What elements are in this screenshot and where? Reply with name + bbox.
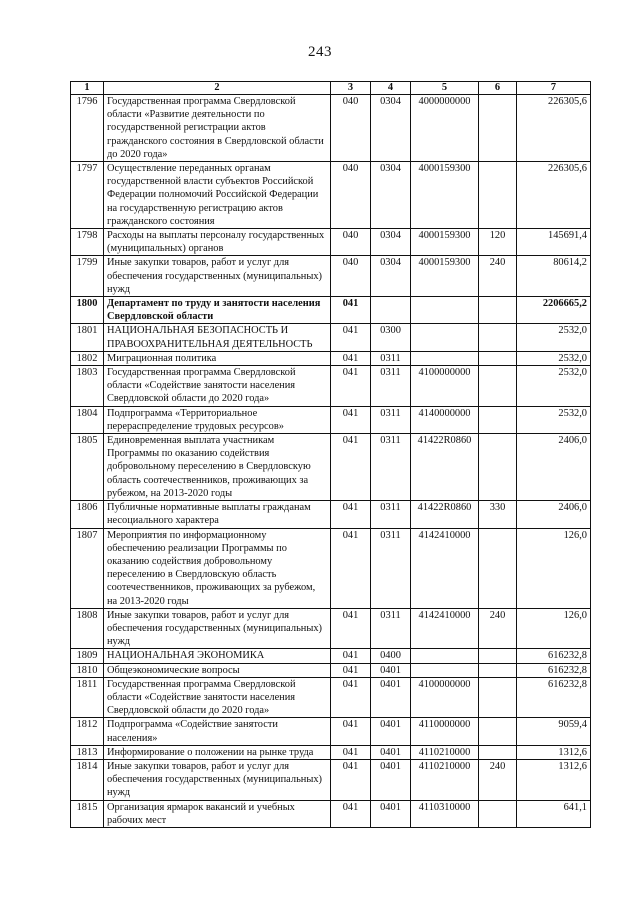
expense-type-code: [479, 162, 517, 229]
expense-type-code: 240: [479, 759, 517, 800]
row-number: 1798: [71, 229, 104, 256]
item-name: Государственная программа Свердловской области «Содействие занятости населения Свердловской области до 2020 года»: [104, 366, 331, 407]
target-article-code: 4000000000: [411, 95, 479, 162]
amount: 1312,6: [517, 745, 591, 759]
page-number: 243: [308, 44, 332, 60]
section-code: 0304: [371, 95, 411, 162]
target-article-code: 4142410000: [411, 608, 479, 649]
row-number: 1806: [71, 501, 104, 528]
item-name: Организация ярмарок вакансий и учебных рабочих мест: [104, 800, 331, 827]
ministry-code: 040: [331, 95, 371, 162]
expense-type-code: 330: [479, 501, 517, 528]
row-number: 1808: [71, 608, 104, 649]
column-header: 3: [331, 82, 371, 95]
table-body: [71, 95, 591, 828]
table-row: [71, 800, 591, 827]
expense-type-code: [479, 800, 517, 827]
target-article-code: 41422R0860: [411, 501, 479, 528]
section-code: 0300: [371, 324, 411, 351]
table-row: [71, 501, 591, 528]
expense-type-code: [479, 649, 517, 663]
amount: 9059,4: [517, 718, 591, 745]
amount: 226305,6: [517, 95, 591, 162]
row-number: 1805: [71, 434, 104, 501]
section-code: 0311: [371, 351, 411, 365]
expense-type-code: [479, 677, 517, 718]
table-row: [71, 297, 591, 324]
section-code: 0304: [371, 256, 411, 297]
row-number: 1802: [71, 351, 104, 365]
target-article-code: [411, 649, 479, 663]
amount: 80614,2: [517, 256, 591, 297]
section-code: 0311: [371, 406, 411, 433]
amount: 616232,8: [517, 677, 591, 718]
table-row: [71, 649, 591, 663]
column-header: 7: [517, 82, 591, 95]
target-article-code: [411, 324, 479, 351]
item-name: Расходы на выплаты персоналу государственных (муниципальных) органов: [104, 229, 331, 256]
item-name: Мероприятия по информационному обеспечению реализации Программы по оказанию содействия добровольному переселению в Свердловскую область соотечественников, проживающих за рубежом, на 2013-2020 годы: [104, 528, 331, 608]
table-row: [71, 256, 591, 297]
row-number: 1807: [71, 528, 104, 608]
table-row: [71, 324, 591, 351]
item-name: Государственная программа Свердловской области «Развитие деятельности по государственной регистрации актов гражданского состояния в Свердловской области до 2020 года»: [104, 95, 331, 162]
header-row: [71, 82, 591, 95]
ministry-code: 041: [331, 718, 371, 745]
ministry-code: 041: [331, 434, 371, 501]
amount: 126,0: [517, 528, 591, 608]
table-row: [71, 745, 591, 759]
expense-type-code: [479, 324, 517, 351]
table-row: [71, 406, 591, 433]
section-code: 0311: [371, 434, 411, 501]
amount: 616232,8: [517, 663, 591, 677]
ministry-code: 040: [331, 162, 371, 229]
table-row: [71, 162, 591, 229]
ministry-code: 041: [331, 608, 371, 649]
table-row: [71, 608, 591, 649]
table-row: [71, 759, 591, 800]
expense-type-code: 240: [479, 608, 517, 649]
amount: 2406,0: [517, 434, 591, 501]
row-number: 1800: [71, 297, 104, 324]
expense-type-code: [479, 297, 517, 324]
item-name: Общеэкономические вопросы: [104, 663, 331, 677]
item-name: Информирование о положении на рынке труда: [104, 745, 331, 759]
item-name: Департамент по труду и занятости населения Свердловской области: [104, 297, 331, 324]
row-number: 1814: [71, 759, 104, 800]
table-row: [71, 677, 591, 718]
ministry-code: 041: [331, 759, 371, 800]
row-number: 1797: [71, 162, 104, 229]
row-number: 1796: [71, 95, 104, 162]
target-article-code: 4000159300: [411, 162, 479, 229]
target-article-code: [411, 297, 479, 324]
column-header: 2: [104, 82, 331, 95]
expense-type-code: 120: [479, 229, 517, 256]
ministry-code: 041: [331, 745, 371, 759]
target-article-code: [411, 663, 479, 677]
table-row: [71, 229, 591, 256]
target-article-code: 4110310000: [411, 800, 479, 827]
section-code: 0311: [371, 528, 411, 608]
target-article-code: 4000159300: [411, 256, 479, 297]
item-name: Иные закупки товаров, работ и услуг для обеспечения государственных (муниципальных) нужд: [104, 759, 331, 800]
column-header: 1: [71, 82, 104, 95]
amount: 2532,0: [517, 351, 591, 365]
section-code: 0304: [371, 162, 411, 229]
section-code: 0304: [371, 229, 411, 256]
ministry-code: 040: [331, 256, 371, 297]
item-name: НАЦИОНАЛЬНАЯ БЕЗОПАСНОСТЬ И ПРАВООХРАНИТЕЛЬНАЯ ДЕЯТЕЛЬНОСТЬ: [104, 324, 331, 351]
row-number: 1810: [71, 663, 104, 677]
ministry-code: 041: [331, 324, 371, 351]
item-name: Единовременная выплата участникам Программы по оказанию содействия добровольному переселению в Свердловскую область соотечественников, проживающих за рубежом, на 2013-2020 годы: [104, 434, 331, 501]
section-code: 0401: [371, 663, 411, 677]
budget-table: [70, 81, 591, 828]
table-row: [71, 351, 591, 365]
expense-type-code: 240: [479, 256, 517, 297]
row-number: 1811: [71, 677, 104, 718]
target-article-code: 4100000000: [411, 366, 479, 407]
item-name: Публичные нормативные выплаты гражданам несоциального характера: [104, 501, 331, 528]
target-article-code: 4000159300: [411, 229, 479, 256]
section-code: 0401: [371, 745, 411, 759]
item-name: Миграционная политика: [104, 351, 331, 365]
ministry-code: 041: [331, 677, 371, 718]
target-article-code: 4110210000: [411, 759, 479, 800]
expense-type-code: [479, 528, 517, 608]
target-article-code: 41422R0860: [411, 434, 479, 501]
row-number: 1812: [71, 718, 104, 745]
amount: 2532,0: [517, 324, 591, 351]
expense-type-code: [479, 663, 517, 677]
target-article-code: 4110000000: [411, 718, 479, 745]
ministry-code: 041: [331, 406, 371, 433]
item-name: Иные закупки товаров, работ и услуг для обеспечения государственных (муниципальных) нужд: [104, 608, 331, 649]
target-article-code: 4100000000: [411, 677, 479, 718]
amount: 226305,6: [517, 162, 591, 229]
amount: 641,1: [517, 800, 591, 827]
ministry-code: 040: [331, 229, 371, 256]
amount: 126,0: [517, 608, 591, 649]
ministry-code: 041: [331, 297, 371, 324]
amount: 2532,0: [517, 366, 591, 407]
table-row: [71, 434, 591, 501]
ministry-code: 041: [331, 351, 371, 365]
ministry-code: 041: [331, 663, 371, 677]
row-number: 1813: [71, 745, 104, 759]
ministry-code: 041: [331, 366, 371, 407]
expense-type-code: [479, 351, 517, 365]
section-code: 0401: [371, 759, 411, 800]
item-name: Подпрограмма «Содействие занятости населения»: [104, 718, 331, 745]
section-code: 0401: [371, 718, 411, 745]
ministry-code: 041: [331, 528, 371, 608]
section-code: 0401: [371, 800, 411, 827]
column-header: 4: [371, 82, 411, 95]
amount: 1312,6: [517, 759, 591, 800]
table-row: [71, 663, 591, 677]
item-name: НАЦИОНАЛЬНАЯ ЭКОНОМИКА: [104, 649, 331, 663]
section-code: 0400: [371, 649, 411, 663]
expense-type-code: [479, 745, 517, 759]
section-code: 0311: [371, 501, 411, 528]
expense-type-code: [479, 406, 517, 433]
item-name: Подпрограмма «Территориальное перераспределение трудовых ресурсов»: [104, 406, 331, 433]
table-row: [71, 366, 591, 407]
amount: 2206665,2: [517, 297, 591, 324]
ministry-code: 041: [331, 800, 371, 827]
target-article-code: 4110210000: [411, 745, 479, 759]
amount: 2406,0: [517, 501, 591, 528]
section-code: 0311: [371, 608, 411, 649]
ministry-code: 041: [331, 649, 371, 663]
target-article-code: 4142410000: [411, 528, 479, 608]
item-name: Иные закупки товаров, работ и услуг для обеспечения государственных (муниципальных) нужд: [104, 256, 331, 297]
expense-type-code: [479, 434, 517, 501]
row-number: 1809: [71, 649, 104, 663]
expense-type-code: [479, 366, 517, 407]
table-row: [71, 95, 591, 162]
table-row: [71, 718, 591, 745]
item-name: Государственная программа Свердловской области «Содействие занятости населения Свердловской области до 2020 года»: [104, 677, 331, 718]
row-number: 1801: [71, 324, 104, 351]
section-code: [371, 297, 411, 324]
row-number: 1803: [71, 366, 104, 407]
target-article-code: 4140000000: [411, 406, 479, 433]
column-header: 6: [479, 82, 517, 95]
table-row: [71, 528, 591, 608]
row-number: 1799: [71, 256, 104, 297]
section-code: 0401: [371, 677, 411, 718]
expense-type-code: [479, 95, 517, 162]
amount: 616232,8: [517, 649, 591, 663]
amount: 145691,4: [517, 229, 591, 256]
amount: 2532,0: [517, 406, 591, 433]
column-header: 5: [411, 82, 479, 95]
target-article-code: [411, 351, 479, 365]
row-number: 1804: [71, 406, 104, 433]
row-number: 1815: [71, 800, 104, 827]
expense-type-code: [479, 718, 517, 745]
item-name: Осуществление переданных органам государственной власти субъектов Российской Федерации полномочий Российской Федерации на государственную регистрацию актов гражданского состояния: [104, 162, 331, 229]
section-code: 0311: [371, 366, 411, 407]
ministry-code: 041: [331, 501, 371, 528]
